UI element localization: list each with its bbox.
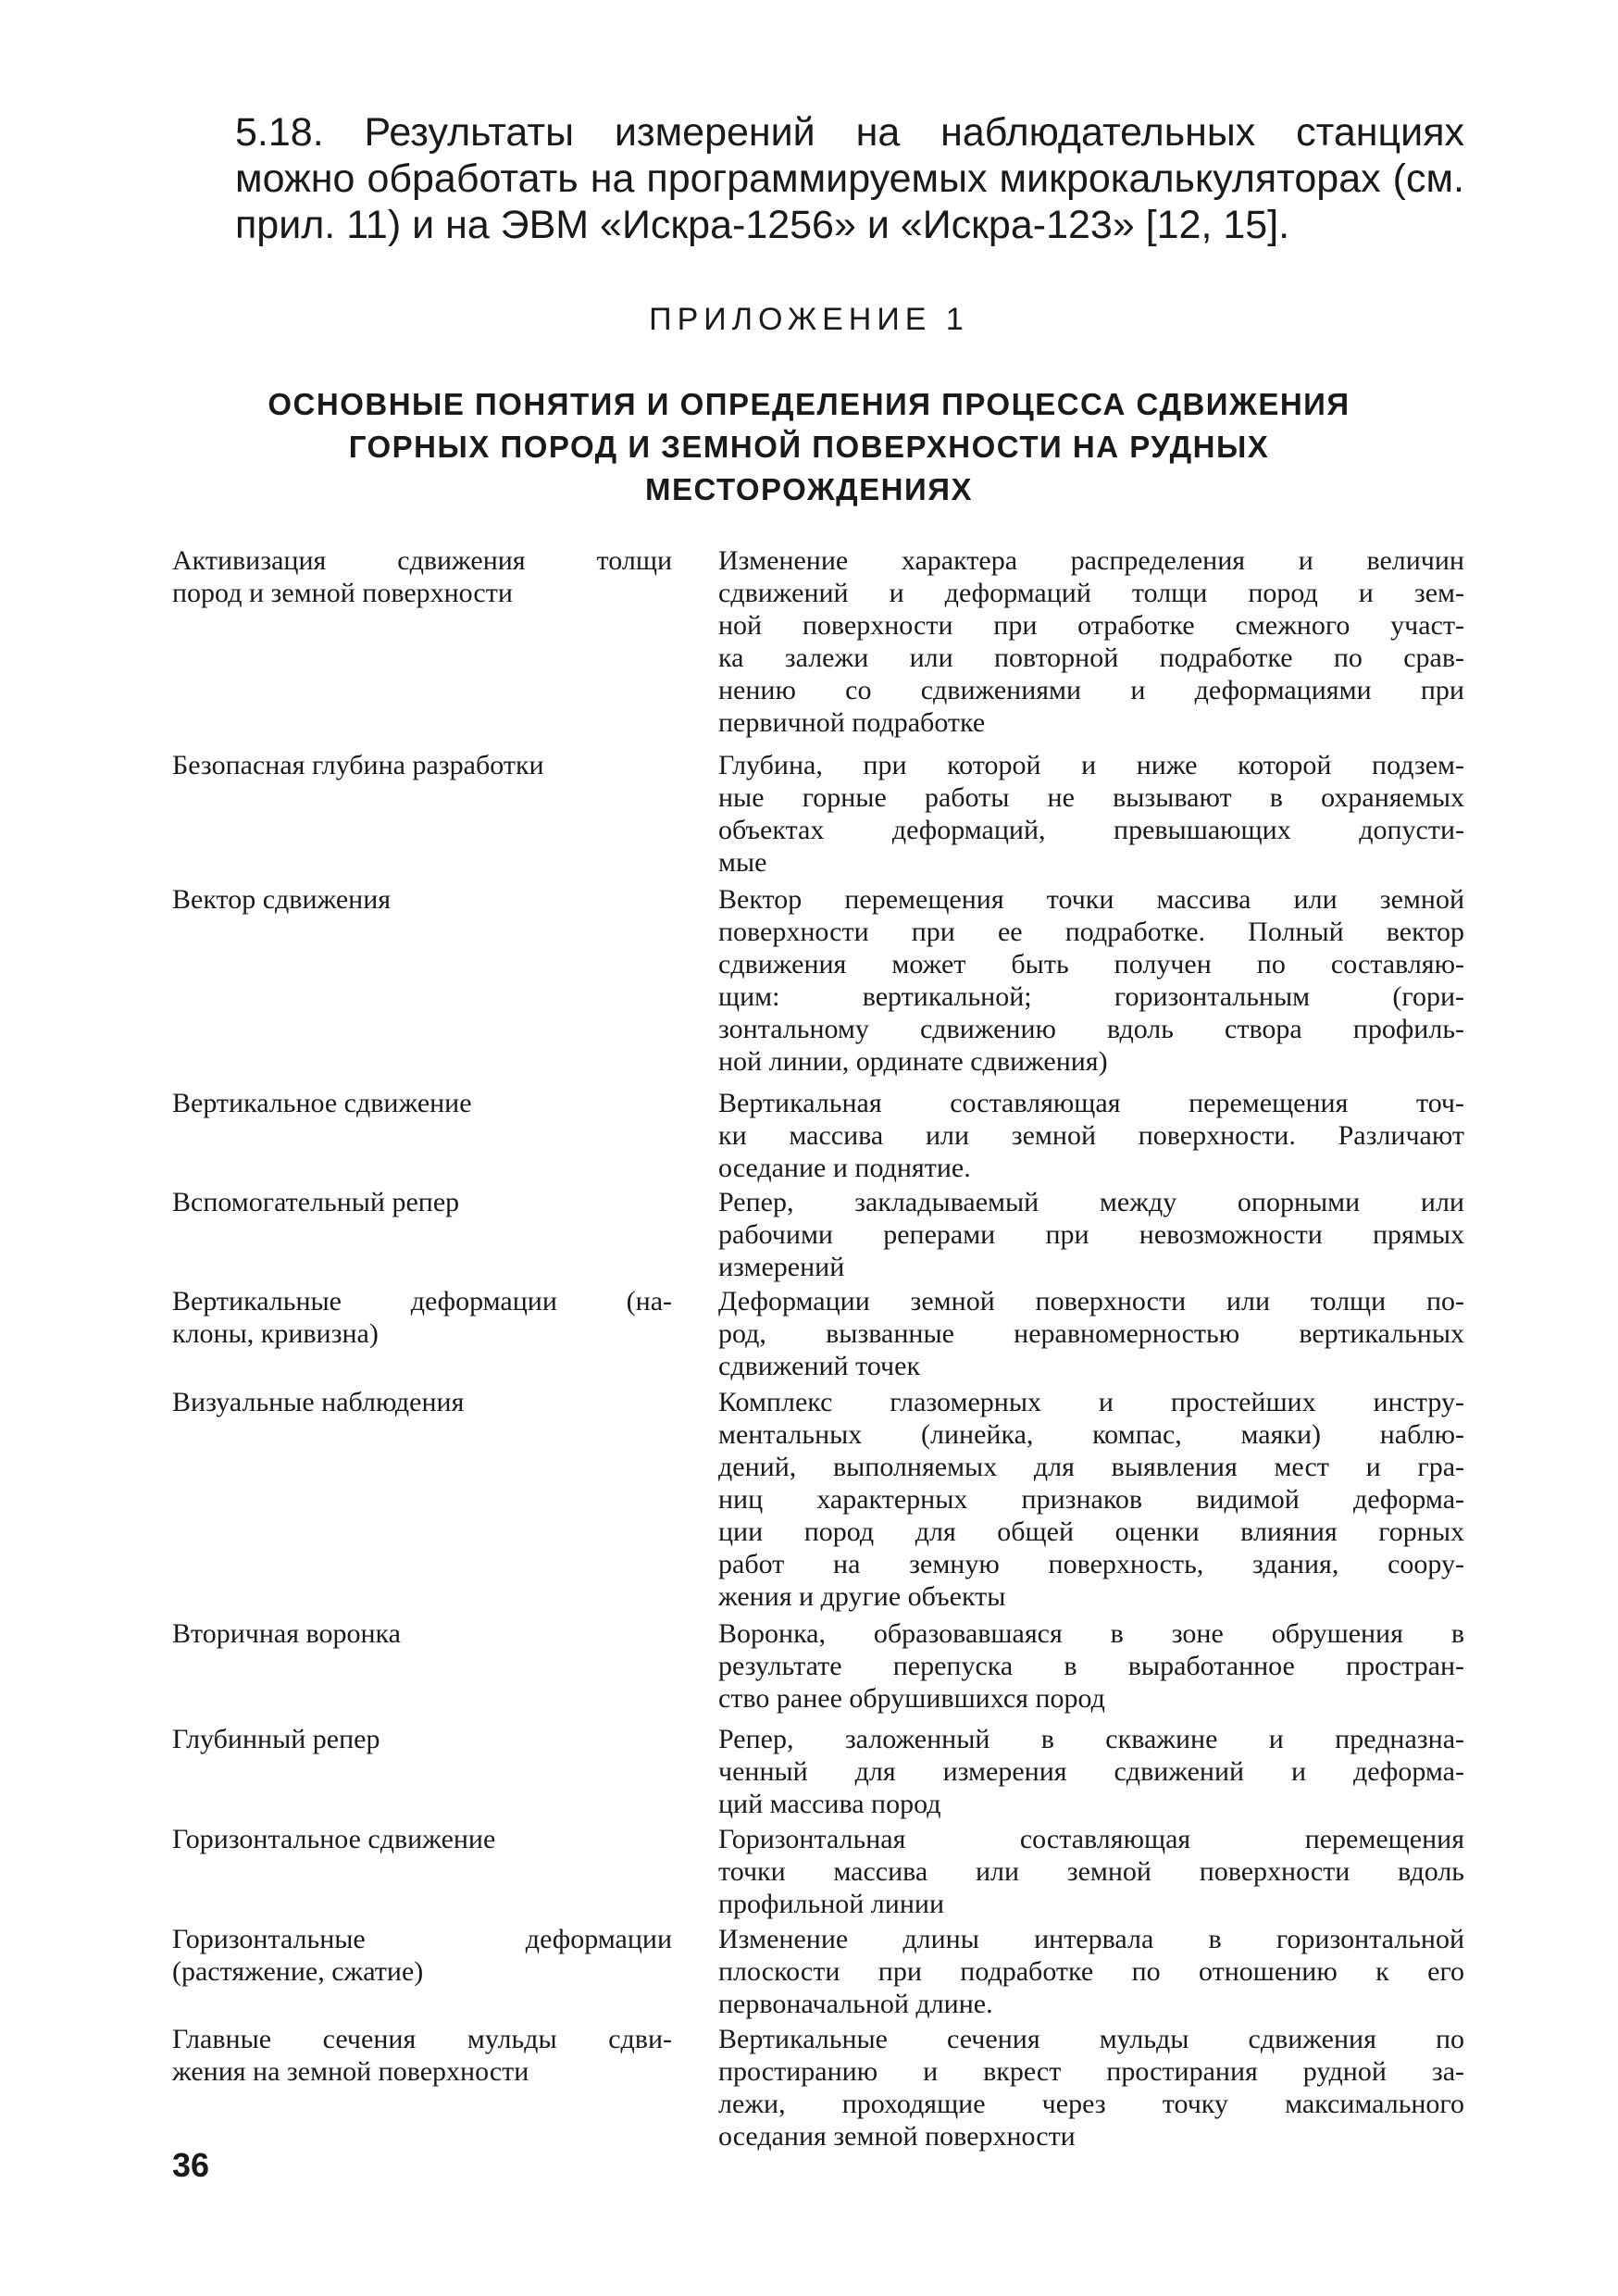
glossary-definition: Изменение длины интервала в горизонтальной плоскости при подработке по отношению к его первоначальной длине. bbox=[718, 1924, 1464, 2019]
page-number: 36 bbox=[172, 2146, 210, 2184]
glossary-definition: Глубина, при которой и ниже которой подзем- ные горные работы не вызывают в охраняемых объектах деформаций, превышающих допусти- мые bbox=[718, 750, 1464, 878]
glossary-term: Вертикальное сдвижение bbox=[172, 1088, 472, 1118]
glossary-definition: Горизонтальная составляющая перемещения точки массива или земной поверхности вдоль профильной линии bbox=[718, 1824, 1464, 1919]
glossary-term: Безопасная глубина разработки bbox=[172, 750, 544, 780]
glossary-term: Активизация сдвижения толщи пород и земной поверхности bbox=[172, 545, 672, 608]
glossary-definition: Репер, заложенный в скважине и предназна- ченный для измерения сдвижений и деформа- ций массива пород bbox=[718, 1724, 1464, 1819]
glossary-definition: Изменение характера распределения и величин сдвижений и деформаций толщи пород и зем- ной поверхности при отработке смежного участ- ка залежи или повторной подработке по срав- нению со сдвижениями и деформациями при первичной подработке bbox=[718, 545, 1464, 738]
glossary-entry bbox=[172, 544, 1464, 749]
glossary-entry bbox=[172, 1723, 1464, 1823]
glossary-definition: Вертикальные сечения мульды сдвижения по простиранию и вкрест простирания рудной за- лежи, проходящие через точку максимального оседания земной поверхности bbox=[718, 2024, 1464, 2152]
glossary-definition: Вертикальная составляющая перемещения точ- ки массива или земной поверхности. Различают оседание и поднятие. bbox=[718, 1088, 1464, 1183]
title-line: ОСНОВНЫЕ ПОНЯТИЯ И ОПРЕДЕЛЕНИЯ ПРОЦЕССА СДВИЖЕНИЯ bbox=[268, 387, 1350, 421]
intro-line: 5.18. Результаты измерений на наблюдательных станциях bbox=[235, 110, 1464, 155]
intro-paragraph bbox=[172, 109, 1464, 248]
glossary-definition: Вектор перемещения точки массива или земной поверхности при ее подработке. Полный вектор сдвижения может быть получен по составляю- щим: вертикальной; горизонтальным (гори- зонтальному сдвижению вдоль створа профиль- ной линии, ординате сдвижения) bbox=[718, 884, 1464, 1077]
glossary-term: Визуальные наблюдения bbox=[172, 1387, 465, 1417]
glossary-definition: Деформации земной поверхности или толщи по- род, вызванные неравномерностью вертикальных сдвижений точек bbox=[718, 1286, 1464, 1381]
appendix-label: ПРИЛОЖЕНИЕ 1 bbox=[649, 302, 969, 337]
glossary-entry bbox=[172, 1386, 1464, 1617]
glossary-entry bbox=[172, 1823, 1464, 1923]
glossary-entry bbox=[172, 1186, 1464, 1285]
glossary-definition: Воронка, образовавшаяся в зоне обрушения в результате перепуска в выработанное простран- ство ранее обрушившихся пород bbox=[718, 1618, 1464, 1714]
glossary-term: Горизонтальные деформации (растяжение, сжатие) bbox=[172, 1924, 672, 1987]
title-line: ГОРНЫХ ПОРОД И ЗЕМНОЙ ПОВЕРХНОСТИ НА РУДНЫХ bbox=[348, 430, 1270, 464]
glossary-entry bbox=[172, 1923, 1464, 2023]
glossary-entry bbox=[172, 883, 1464, 1087]
intro-line: можно обработать на программируемых микрокалькуляторах (см. bbox=[235, 156, 1464, 201]
title-line: МЕСТОРОЖДЕНИЯХ bbox=[645, 472, 973, 506]
glossary-term: Горизонтальное сдвижение bbox=[172, 1824, 496, 1854]
glossary-term: Главные сечения мульды сдви- жения на земной поверхности bbox=[172, 2024, 672, 2087]
section-title bbox=[185, 383, 1433, 511]
intro-line: прил. 11) и на ЭВМ «Искра-1256» и «Искра-123» [12, 15]. bbox=[235, 203, 1290, 247]
glossary-entry bbox=[172, 2023, 1464, 2157]
glossary-term: Вспомогательный репер bbox=[172, 1187, 460, 1217]
glossary-entry bbox=[172, 1285, 1464, 1386]
glossary-definition: Комплекс глазомерных и простейших инстру- ментальных (линейка, компас, маяки) наблю- дений, выполняемых для выявления мест и гра- ниц характерных признаков видимой деформа- ции пород для общей оценки влияния горных работ на земную поверхность, здания, соору- жения и другие объекты bbox=[718, 1387, 1464, 1612]
glossary-entry bbox=[172, 1087, 1464, 1186]
glossary-term: Вертикальные деформации (на- клоны, кривизна) bbox=[172, 1286, 672, 1349]
glossary-term: Глубинный репер bbox=[172, 1724, 380, 1754]
glossary-term: Вектор сдвижения bbox=[172, 884, 392, 915]
glossary-definition: Репер, закладываемый между опорными или рабочими реперами при невозможности прямых измерений bbox=[718, 1187, 1464, 1282]
glossary bbox=[172, 544, 1464, 2157]
glossary-term: Вторичная воронка bbox=[172, 1618, 401, 1649]
glossary-entry bbox=[172, 749, 1464, 883]
glossary-entry bbox=[172, 1617, 1464, 1723]
